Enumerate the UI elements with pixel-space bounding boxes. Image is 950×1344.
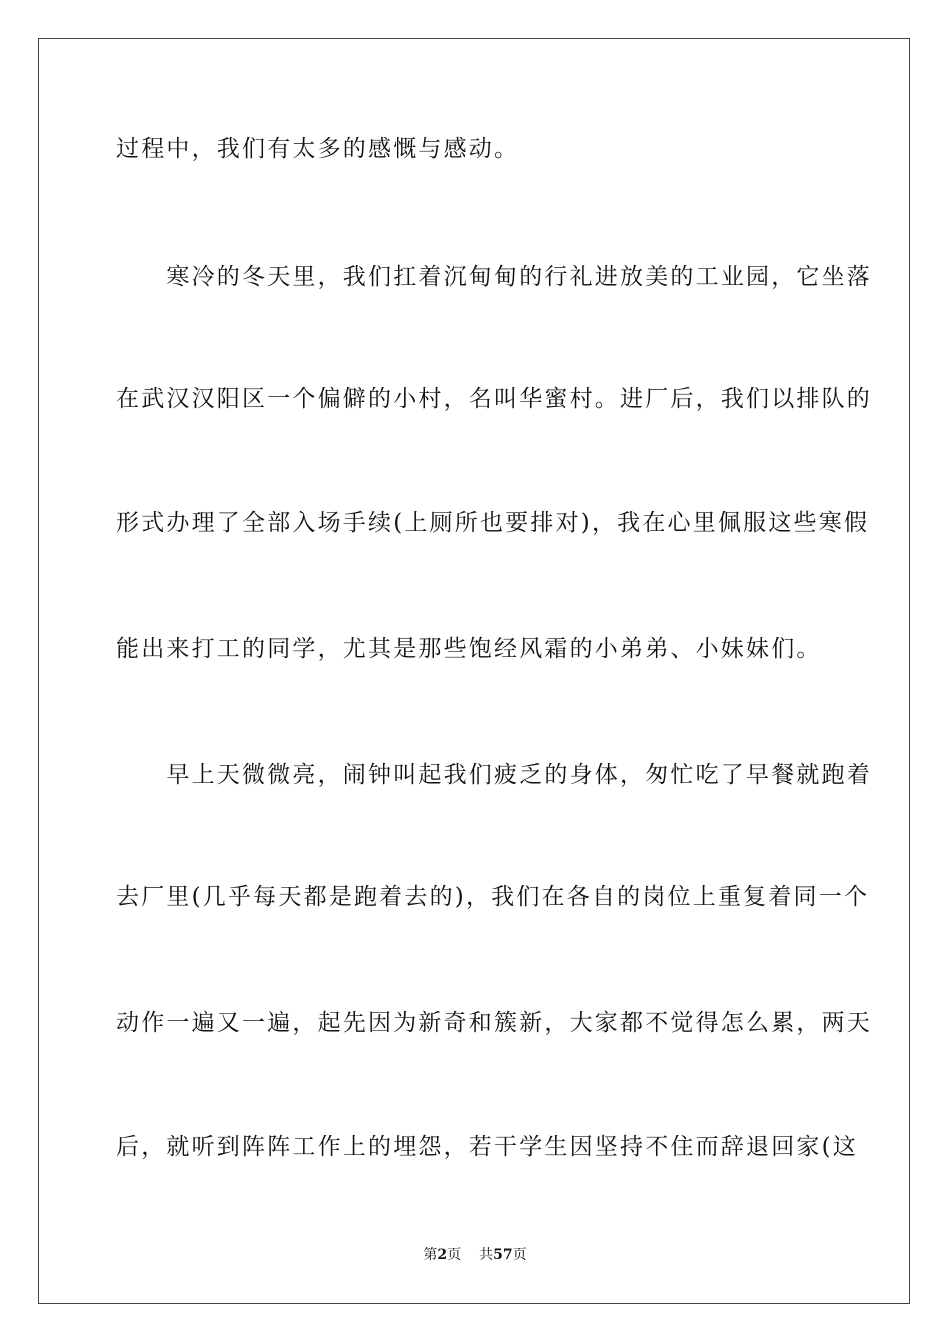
text-line: 寒冷的冬天里，我们扛着沉甸甸的行礼进放美的工业园，它坐落: [116, 264, 872, 290]
total-prefix: 共: [479, 1247, 494, 1263]
page-number: 2: [437, 1247, 448, 1263]
page-border: [38, 38, 910, 1304]
total-pages: 57: [493, 1247, 513, 1263]
text-line: 能出来打工的同学，尤其是那些饱经风霜的小弟弟、小妹妹们。: [116, 636, 822, 662]
total-suffix: 页: [512, 1247, 527, 1263]
text-line: 在武汉汉阳区一个偏僻的小村，名叫华蜜村。进厂后，我们以排队的: [116, 386, 872, 412]
page-prefix: 第: [423, 1247, 438, 1263]
text-line: 过程中，我们有太多的感慨与感动。: [116, 136, 520, 162]
text-line: 早上天微微亮，闹钟叫起我们疲乏的身体，匆忙吃了早餐就跑着: [116, 762, 872, 788]
text-line: 形式办理了全部入场手续(上厕所也要排对)，我在心里佩服这些寒假: [116, 510, 870, 536]
page-suffix: 页: [447, 1247, 462, 1263]
page-footer: [0, 1246, 950, 1264]
text-line: 去厂里(几乎每天都是跑着去的)，我们在各自的岗位上重复着同一个: [116, 884, 870, 910]
text-line: 动作一遍又一遍，起先因为新奇和簇新，大家都不觉得怎么累，两天: [116, 1010, 872, 1036]
text-line: 后，就听到阵阵工作上的埋怨，若干学生因坚持不住而辞退回家(这: [116, 1134, 858, 1160]
